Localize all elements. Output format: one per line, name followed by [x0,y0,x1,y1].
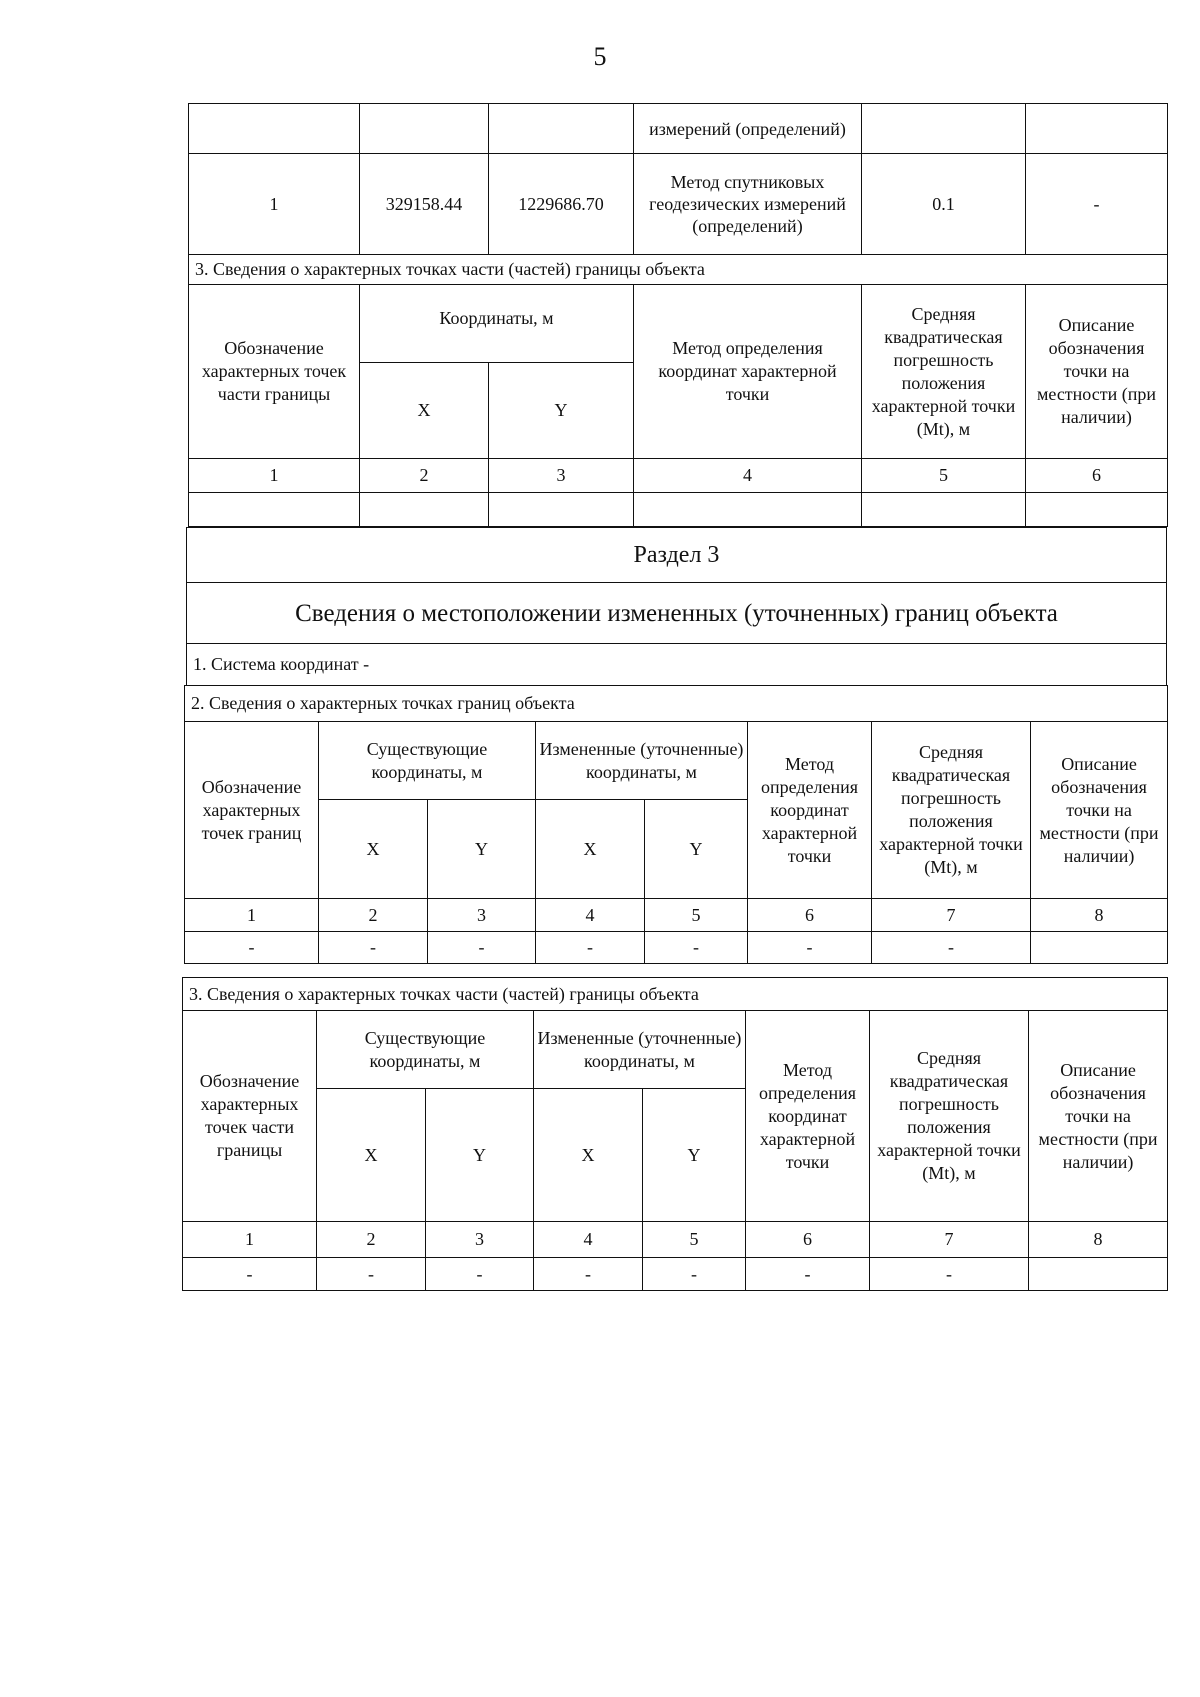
col-number: 6 [746,1222,870,1258]
cell: - [317,1258,426,1291]
column-number-row [185,899,1168,932]
cell [1031,932,1168,964]
header-changed: Измененные (уточненные) координаты, м [536,722,748,800]
header-row [189,285,1168,363]
part-points-table [182,977,1168,1291]
column-number-row [189,459,1168,493]
col-number: 2 [319,899,428,932]
header-y: Y [645,800,748,899]
table-row [183,1258,1168,1291]
header-coords: Координаты, м [360,285,634,363]
section-title: Раздел 3 [187,528,1167,583]
table-row [189,493,1168,527]
cell: - [643,1258,746,1291]
col-number: 3 [428,899,536,932]
col-number: 2 [360,459,489,493]
method-cell: измерений (определений) [634,104,862,154]
col-number: 7 [872,899,1031,932]
cell: - [428,932,536,964]
continuation-table [188,103,1168,527]
header-x: X [360,363,489,459]
section-heading-row [189,255,1168,285]
x-cell: 329158.44 [360,154,489,255]
method-cell: Метод спутниковых геодезических измерений (определений) [634,154,862,255]
header-x: X [534,1089,643,1222]
cell: - [870,1258,1029,1291]
column-number-row [183,1222,1168,1258]
header-x: X [536,800,645,899]
cell: - [536,932,645,964]
table-row [189,104,1168,154]
header-method: Метод определения координат характерной точки [746,1011,870,1222]
header-designation: Обозначение характерных точек части границы [189,285,360,459]
col-number: 3 [489,459,634,493]
point-number-cell: 1 [189,154,360,255]
page-number: 5 [593,42,607,71]
header-changed: Измененные (уточненные) координаты, м [534,1011,746,1089]
header-mt: Средняя квадратическая погрешность положения характерной точки (Mt), м [862,285,1026,459]
cell: - [426,1258,534,1291]
cell: - [645,932,748,964]
cell: - [185,932,319,964]
table-row [189,154,1168,255]
header-x: X [319,800,428,899]
cell: - [319,932,428,964]
cell: - [872,932,1031,964]
table-heading: 2. Сведения о характерных точках границ объекта [185,686,1168,722]
mt-cell: 0.1 [862,154,1026,255]
header-mt: Средняя квадратическая погрешность положения характерной точки (Mt), м [870,1011,1029,1222]
header-description: Описание обозначения точки на местности (при наличии) [1026,285,1168,459]
col-number: 1 [183,1222,317,1258]
col-number: 5 [643,1222,746,1258]
header-method: Метод определения координат характерной точки [634,285,862,459]
cell [1029,1258,1168,1291]
col-number: 4 [534,1222,643,1258]
header-description: Описание обозначения точки на местности (при наличии) [1029,1011,1168,1222]
header-row [185,722,1168,800]
coordinate-system: 1. Система координат - [187,644,1167,686]
col-number: 8 [1029,1222,1168,1258]
y-cell: 1229686.70 [489,154,634,255]
boundary-points-table [184,685,1168,964]
parts-heading: 3. Сведения о характерных точках части (частей) границы объекта [189,255,1168,285]
cell: - [746,1258,870,1291]
col-number: 5 [645,899,748,932]
header-x: X [317,1089,426,1222]
description-cell: - [1026,154,1168,255]
header-y: Y [428,800,536,899]
header-designation: Обозначение характерных точек части границы [183,1011,317,1222]
table-heading: 3. Сведения о характерных точках части (частей) границы объекта [183,978,1168,1011]
cell: - [183,1258,317,1291]
cell: - [534,1258,643,1291]
col-number: 5 [862,459,1026,493]
section3-header-table [186,527,1167,686]
col-number: 4 [634,459,862,493]
col-number: 2 [317,1222,426,1258]
header-existing: Существующие координаты, м [317,1011,534,1089]
header-method: Метод определения координат характерной точки [748,722,872,899]
header-designation: Обозначение характерных точек границ [185,722,319,899]
header-existing: Существующие координаты, м [319,722,536,800]
col-number: 1 [189,459,360,493]
header-description: Описание обозначения точки на местности (при наличии) [1031,722,1168,899]
cell: - [748,932,872,964]
section-subtitle: Сведения о местоположении измененных (уточненных) границ объекта [187,583,1167,644]
col-number: 6 [1026,459,1168,493]
table-row [185,932,1168,964]
section-heading-row [185,686,1168,722]
header-y: Y [426,1089,534,1222]
col-number: 7 [870,1222,1029,1258]
col-number: 6 [748,899,872,932]
col-number: 4 [536,899,645,932]
col-number: 3 [426,1222,534,1258]
header-y: Y [643,1089,746,1222]
col-number: 8 [1031,899,1168,932]
header-mt: Средняя квадратическая погрешность положения характерной точки (Mt), м [872,722,1031,899]
header-row [183,1011,1168,1089]
col-number: 1 [185,899,319,932]
section-heading-row [183,978,1168,1011]
header-y: Y [489,363,634,459]
